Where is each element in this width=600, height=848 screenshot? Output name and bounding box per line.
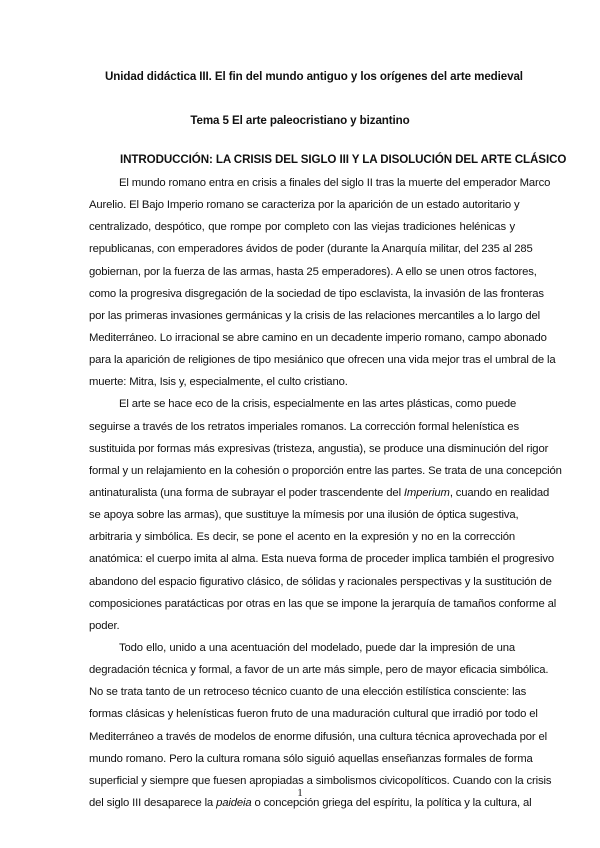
paragraph-line: del siglo III desaparece la paideia o concepción griega del espíritu, la política y la cultura, al (89, 796, 532, 809)
paragraph (89, 172, 556, 393)
paragraph-line: formal y un relajamiento en la cohesión o proporción entre las partes. Se trata de una concepción (89, 464, 562, 477)
paragraph-line: mundo romano. Pero la cultura romana sólo siguió aquellas enseñanzas formales de forma (89, 752, 533, 765)
paragraph-line: abandono del espacio figurativo clásico, de sólidas y racionales perspectivas y la sustitución de (89, 575, 552, 588)
paragraph-line: muerte: Mitra, Isis y, especialmente, el culto cristiano. (89, 376, 348, 389)
paragraph-line: composiciones paratácticas por otras en las que se impone la jerarquía de tamaños conforme al (89, 597, 557, 610)
paragraph-line: formas clásicas y helenísticas fueron fruto de una maduración cultural que irradió por todo el (89, 708, 538, 721)
paragraph-line: poder. (89, 619, 120, 632)
paragraph-line: republicanas, con emperadores ávidos de poder (durante la Anarquía militar, del 235 al 285 (89, 243, 533, 256)
page-number: 1 (297, 787, 303, 799)
paragraph-line: Mediterráneo a través de modelos de enorme difusión, una cultura técnica aprovechada por el (89, 730, 547, 743)
paragraph-line: anatómica: el cuerpo imita al alma. Esta nueva forma de proceder implica también el progresivo (89, 553, 554, 566)
paragraph-line: para la aparición de religiones de tipo mesiánico que ofrecen una vida mejor tras el umbral de la (89, 354, 556, 367)
paragraph-line: El mundo romano entra en crisis a finales del siglo II tras la muerte del emperador Marco (119, 177, 551, 189)
paragraph-line: por las primeras invasiones germánicas y la crisis de las relaciones mercantiles a lo largo del (89, 309, 541, 322)
paragraph-line: superficial y siempre que fuesen apropiadas a simbolismos civicopolíticos. Cuando con la crisis (89, 774, 552, 787)
paragraph-line: Mediterráneo. Lo irracional se abre camino en un decadente imperio romano, campo abonado (89, 331, 547, 344)
theme-title: Tema 5 El arte paleocristiano y bizantino (190, 114, 410, 127)
body-text (89, 172, 562, 814)
paragraph-line: arbitraria y simbólica. Es decir, se pone el acento en la expresión y no en la corrección (89, 531, 515, 544)
paragraph-line: Todo ello, unido a una acentuación del modelado, puede dar la impresión de una (119, 641, 515, 654)
paragraph-line: se apoya sobre las armas), que sustituye la mímesis por una ilusión de óptica sugestiva, (89, 509, 519, 522)
paragraph-line: como la progresiva disgregación de la sociedad de tipo esclavista, la invasión de las fronteras (89, 287, 544, 300)
paragraph-line: sustituida por formas más expresivas (tristeza, angustia), se produce una disminución del rigor (89, 442, 549, 455)
paragraph (89, 393, 562, 637)
paragraph-line: Aurelio. El Bajo Imperio romano se caracteriza por la aparición de un estado autoritario y (89, 199, 520, 212)
paragraph-line: antinaturalista (una forma de subrayar el poder trascendente del Imperium, cuando en realidad (89, 486, 550, 499)
paragraph-line: El arte se hace eco de la crisis, especialmente en las artes plásticas, como puede (119, 398, 517, 411)
unit-title: Unidad didáctica III. El fin del mundo antiguo y los orígenes del arte medieval (105, 70, 523, 83)
paragraph-line: centralizado, despótico, que rompe por completo con las viejas tradiciones helénicas y (89, 221, 515, 234)
paragraph-line: No se trata tanto de un retroceso técnico cuanto de una elección estilística consciente: las (89, 686, 527, 699)
paragraph-line: gobiernan, por la fuerza de las armas, hasta 25 emperadores). A ello se unen otros factores, (89, 265, 537, 278)
section-title: INTRODUCCIÓN: LA CRISIS DEL SIGLO III Y LA DISOLUCIÓN DEL ARTE CLÁSICO (120, 153, 567, 166)
paragraph-line: degradación técnica y formal, a favor de un arte más simple, pero de mayor eficacia simbólica. (89, 664, 549, 677)
paragraph-line: seguirse a través de los retratos imperiales romanos. La corrección formal helenística es (89, 420, 519, 433)
